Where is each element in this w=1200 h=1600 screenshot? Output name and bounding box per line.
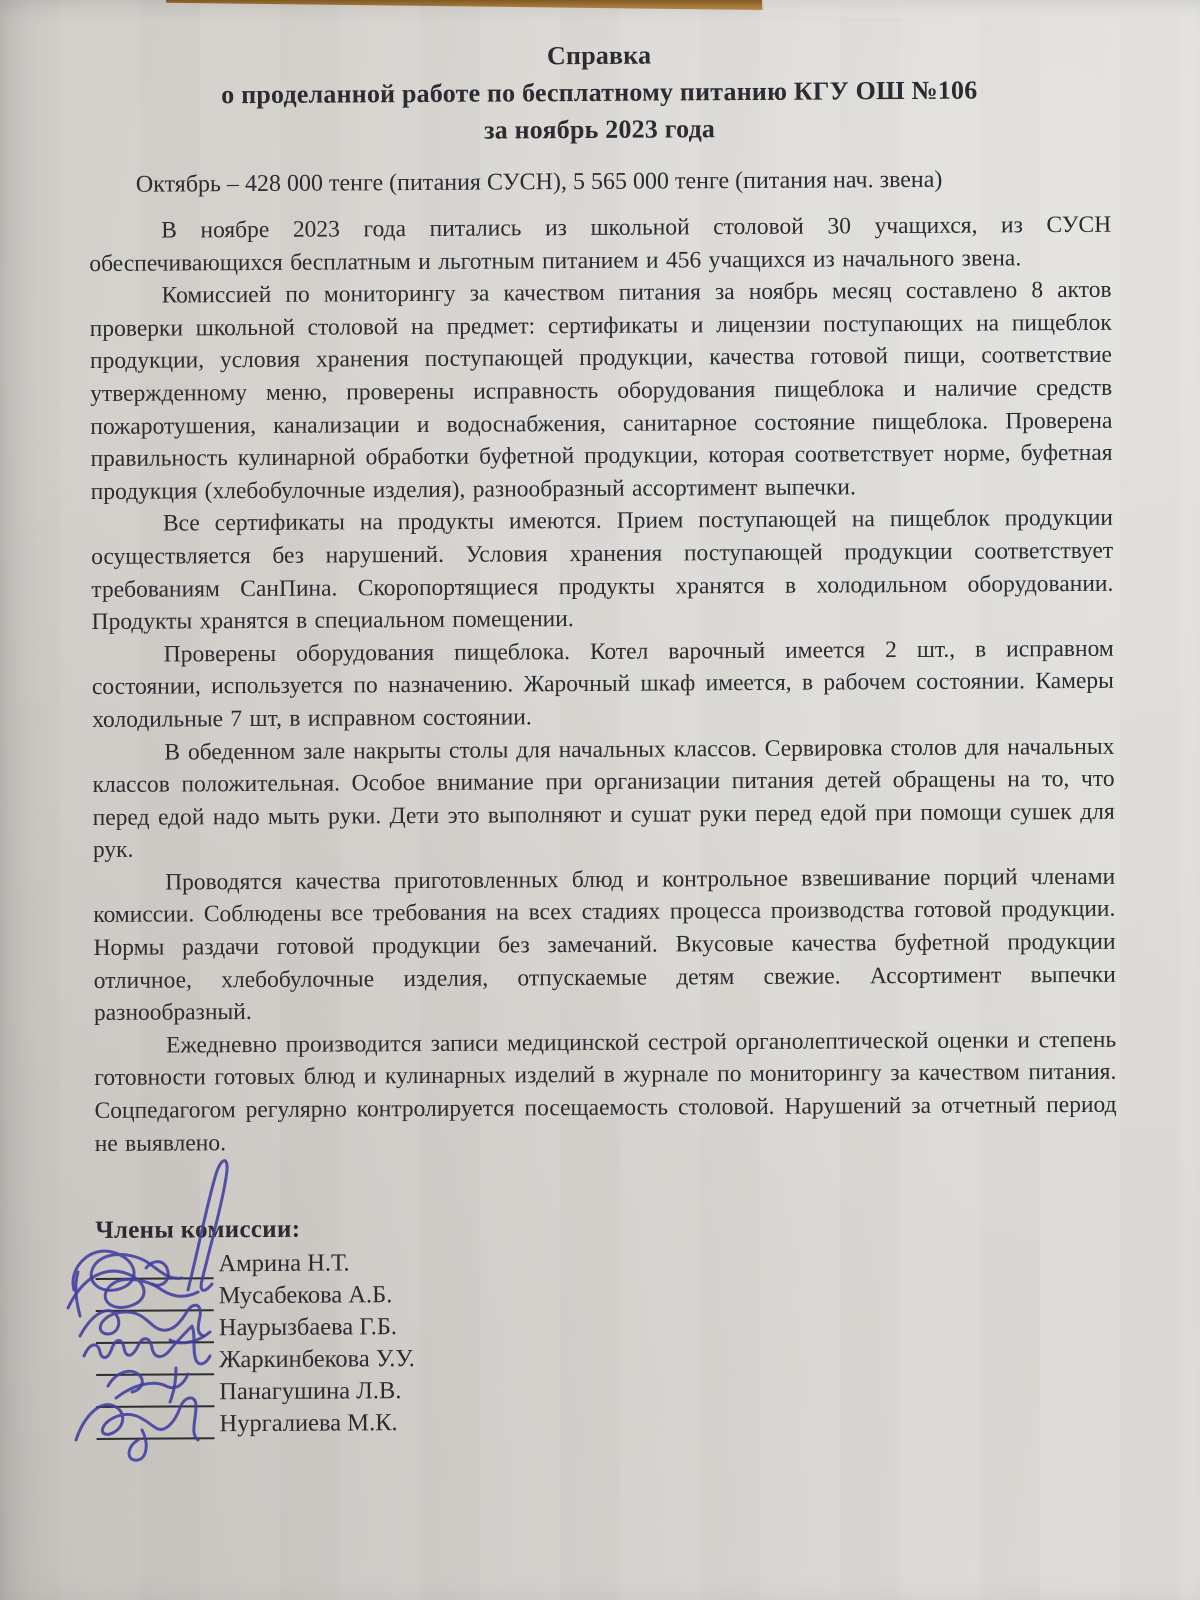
document-sheet	[88, 34, 1119, 1440]
document-body	[89, 209, 1117, 1160]
doc-period: за ноябрь 2023 года	[483, 114, 716, 145]
paragraph-quality-control: Проводятся качества приготовленных блюд и контрольное взвешивание порций членами комиссии. Соблюдены все требования на всех стадиях процесса производства готовой продукции. Нормы раздачи готовой продукции без замечаний. Вкусовые качества буфетной продукции отличное, хлебобулочные изделия, отпускаемые детям свежие. Ассортимент выпечки разнообразный.	[93, 863, 1116, 1027]
table-edge-strip	[166, 0, 764, 10]
signature-line	[95, 1251, 213, 1280]
doc-subtitle: о проделанной работе по бесплатному питанию КГУ ОШ №106	[221, 75, 978, 110]
signature-line	[96, 1283, 214, 1312]
signature-line	[96, 1379, 214, 1408]
funding-summary-line: Октябрь – 428 000 тенге (питания СУСН), 5 565 000 тенге (питания нач. звена)	[135, 166, 943, 198]
member-name: Нургалиева М.К.	[219, 1409, 398, 1438]
commission-heading: Члены комиссии:	[95, 1215, 301, 1245]
paragraph-certificates: Все сертификаты на продукты имеются. Прием поступающей на пищеблок продукции осуществляется без нарушений. Условия хранения поступающей продукции соответствует требованиям СанПина. Скоропортящиеся продукты хранятся в холодильном оборудовании. Продукты хранятся в специальном помещении.	[91, 505, 1114, 636]
member-row	[96, 1402, 1118, 1440]
paragraph-equipment: Проверены оборудования пищеблока. Котел варочный имеется 2 шт., в исправном состоянии, используется по назначению. Жарочный шкаф имеется, в рабочем состоянии. Камеры холодильные 7 шт, в исправном состоянии.	[91, 635, 1115, 733]
commission-block	[95, 1208, 1118, 1440]
member-name: Мусабекова А.Б.	[218, 1281, 393, 1310]
underlying-sheet-edge	[762, 0, 1200, 30]
member-name: Панагушина Л.В.	[219, 1377, 402, 1406]
signature-line	[96, 1347, 214, 1376]
signature-line	[96, 1315, 214, 1344]
member-name: Амрина Н.Т.	[218, 1249, 350, 1278]
paragraph-inspections: Комиссией по мониторингу за качеством питания за ноябрь месяц составлено 8 актов проверки школьной столовой на предмет: сертификаты и лицензии поступающих на пищеблок продукции, условия хранения поступающей продукции, качества готовой пищи, соответствие утвержденному меню, проверены исправность оборудования пищеблока и наличие средств пожаротушения, канализации и водоснабжения, санитарное состояние пищеблока. Проверена правильность кулинарной обработки буфетной продукции, которая соответствует норме, буфетная продукция (хлебобулочные изделия), разнообразный ассортимент выпечки.	[89, 276, 1113, 505]
member-name: Жаркинбекова У.У.	[218, 1345, 415, 1374]
paragraph-students: В ноябре 2023 года питались из школьной столовой 30 учащихся, из СУСН обеспечивающихся бесплатным и льготным питанием и 456 учащихся из начального звена.	[89, 211, 1112, 277]
signature-stroke	[76, 1272, 80, 1316]
title-block	[88, 34, 1111, 151]
doc-title: Справка	[546, 40, 652, 71]
member-name: Наурызбаева Г.Б.	[218, 1313, 398, 1342]
paragraph-daily-records: Ежедневно производится записи медицинской сестрой органолептической оценки и степень готовности готовых блюд и кулинарных изделий в журнале по мониторингу за качеством питания. Соцпедагогом регулярно контролируется посещаемость столовой. Нарушений за отчетный период не выявлено.	[94, 1026, 1117, 1157]
signature-line	[96, 1411, 214, 1440]
paragraph-dining-hall: В обеденном зале накрыты столы для начальных классов. Сервировка столов для начальных классов положительная. Особое внимание при организации питания детей обращены на то, что перед едой надо мыть руки. Дети это выполняют и сушат руки перед едой при помощи сушек для рук.	[92, 733, 1115, 864]
